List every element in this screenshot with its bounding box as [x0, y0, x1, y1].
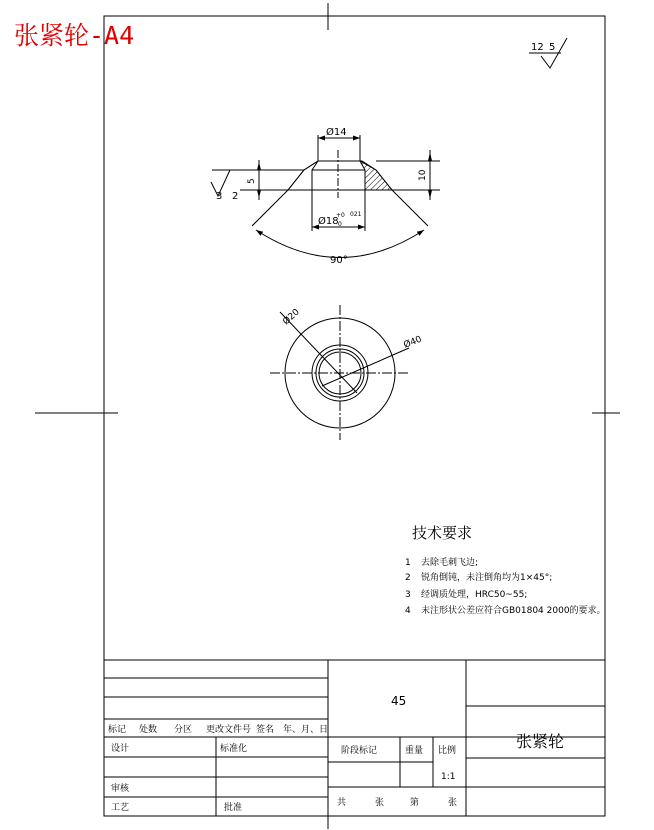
- dim-inner-circle: Ø20: [281, 307, 302, 328]
- svg-text:Ø18: Ø18: [318, 216, 339, 227]
- section-view: [288, 150, 392, 198]
- svg-text:比例: 比例: [438, 746, 457, 756]
- part-name: 张紧轮: [516, 732, 565, 751]
- svg-text:阶段标记: 阶段标记: [341, 746, 378, 756]
- svg-text:审核: 审核: [111, 784, 130, 794]
- svg-text:张: 张: [375, 798, 385, 808]
- svg-text:年、月、日: 年、月、日: [283, 725, 329, 735]
- svg-text:10: 10: [418, 169, 428, 181]
- material: 45: [391, 694, 407, 708]
- technical-requirements: [405, 524, 606, 616]
- svg-text:未注形状公差应符合GB01804 2000的要求。: 未注形状公差应符合GB01804 2000的要求。: [421, 606, 606, 616]
- corner-title: 张紧轮-A4: [14, 21, 135, 50]
- svg-text:去除毛刺飞边;: 去除毛刺飞边;: [421, 558, 479, 568]
- svg-text:+0: +0: [336, 212, 345, 219]
- svg-text:重量: 重量: [405, 746, 424, 756]
- svg-text:2: 2: [232, 191, 239, 202]
- svg-text:锐角倒钝，未注倒角均为1×45°;: 锐角倒钝，未注倒角均为1×45°;: [421, 573, 553, 583]
- svg-text:工艺: 工艺: [111, 803, 130, 813]
- svg-text:更改文件号: 更改文件号: [206, 725, 252, 735]
- roughness-value-left: 12: [531, 42, 544, 53]
- svg-text:4: 4: [405, 606, 411, 616]
- svg-text:2: 2: [405, 573, 411, 583]
- svg-text:021: 021: [350, 211, 362, 218]
- roughness-value-right: 5: [549, 42, 556, 53]
- svg-text:设计: 设计: [111, 744, 130, 754]
- svg-text:签名: 签名: [256, 725, 275, 735]
- svg-text:分区: 分区: [174, 725, 193, 735]
- dim-outer-circle: Ø40: [402, 334, 424, 351]
- svg-text:经调质处理，HRC50~55;: 经调质处理，HRC50~55;: [421, 590, 528, 600]
- scale-value: 1:1: [441, 772, 456, 782]
- surface-finish-local: [211, 170, 238, 202]
- svg-text:处数: 处数: [139, 725, 158, 735]
- title-block-text: [108, 694, 564, 813]
- tech-requirements-title: 技术要求: [412, 524, 473, 542]
- surface-finish-global: [529, 38, 567, 68]
- svg-text:Ø14: Ø14: [326, 127, 347, 138]
- svg-text:第: 第: [410, 798, 420, 808]
- plan-view: [270, 305, 410, 440]
- svg-text:3: 3: [216, 191, 223, 202]
- svg-text:批准: 批准: [224, 803, 243, 813]
- svg-text:共: 共: [337, 798, 347, 808]
- dim-angle: [252, 190, 428, 266]
- svg-text:标准化: 标准化: [220, 744, 248, 754]
- drawing-border: [104, 16, 605, 816]
- dim-overall-height: [376, 150, 440, 200]
- svg-text:张: 张: [448, 798, 458, 808]
- dim-top-diameter: [318, 126, 360, 161]
- svg-text:标记: 标记: [108, 725, 127, 735]
- svg-text:0: 0: [338, 221, 342, 228]
- svg-text:3: 3: [405, 590, 411, 600]
- svg-text:90°: 90°: [330, 255, 348, 266]
- svg-text:1: 1: [405, 558, 411, 568]
- svg-text:5: 5: [247, 178, 257, 184]
